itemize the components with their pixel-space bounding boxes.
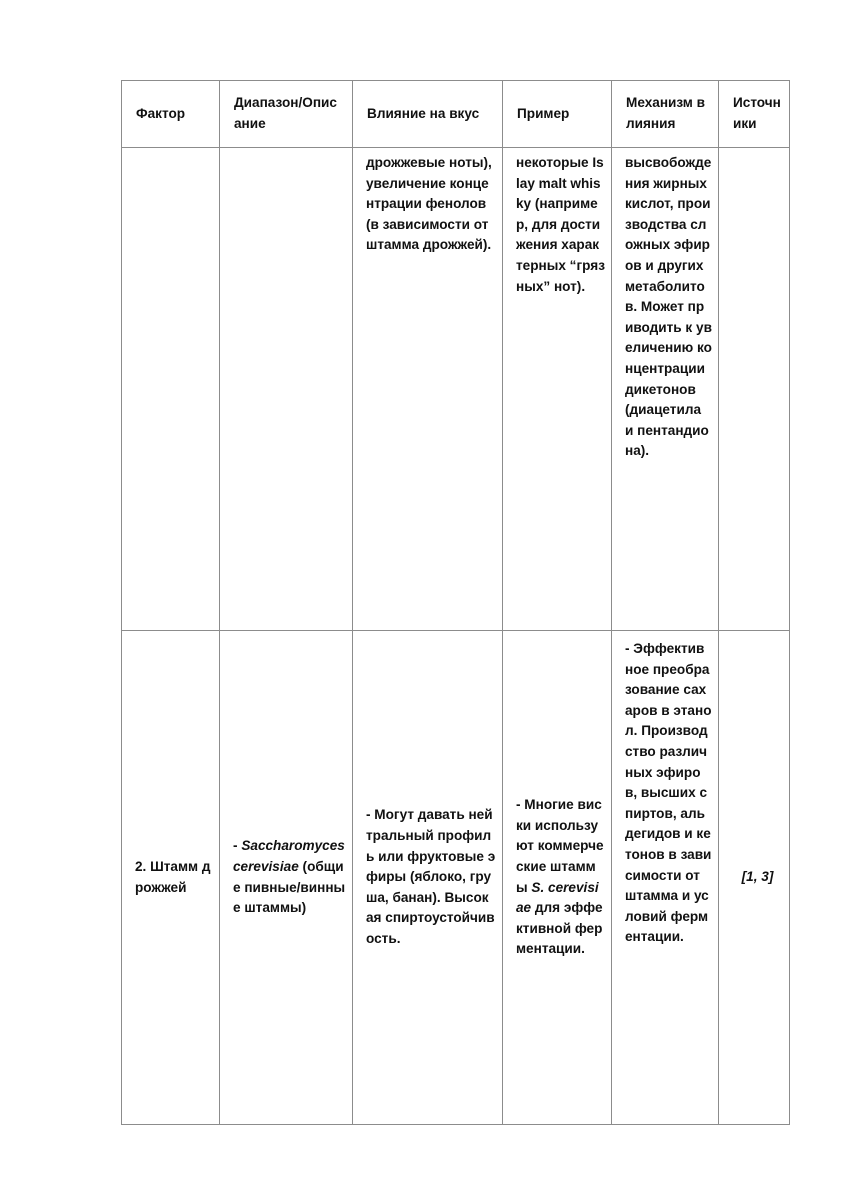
species-abbrev: S. cerevisiae [516, 879, 599, 916]
range-rest: (общие пивные/винные штаммы) [233, 858, 346, 916]
factor-table [121, 80, 790, 1125]
cell-sources [719, 148, 790, 631]
header-range: Диапазон/Описание [220, 81, 353, 148]
header-example: Пример [503, 81, 612, 148]
example-before: - Многие виски используют коммерческие штаммы [516, 797, 604, 895]
cell-range [220, 148, 353, 631]
cell-mechanism: - Эффективное преобразование сахаров в этанол. Производство различных эфиров, высших спиртов, альдегидов и кетонов в зависимости от штамма и условий ферментации. [612, 631, 719, 1125]
table-row [122, 148, 790, 631]
cell-sources: [1, 3] [719, 631, 790, 1125]
table-header-row [122, 81, 790, 148]
cell-factor [122, 148, 220, 631]
species-name: Saccharomyces cerevisiae [233, 838, 345, 874]
range-prefix: - [233, 838, 242, 854]
table-row [122, 631, 790, 1125]
header-factor: Фактор [122, 81, 220, 148]
cell-example: некоторые Islay malt whisky (например, для достижения характерных “грязных” нот). [503, 148, 612, 631]
example-after: для эффективной ферментации. [516, 900, 603, 957]
header-sources: Источники [719, 81, 790, 148]
cell-example [503, 631, 612, 1125]
cell-mechanism: высвобождения жирных кислот, производства сложных эфиров и других метаболитов. Может приводить к увеличению концентрации дикетонов (диацетила и пентандиона). [612, 148, 719, 631]
cell-range [220, 631, 353, 1125]
header-influence: Влияние на вкус [353, 81, 503, 148]
cell-influence: - Могут давать нейтральный профиль или фруктовые эфиры (яблоко, груша, банан). Высокая спиртоустойчивость. [353, 631, 503, 1125]
header-mechanism: Механизм влияния [612, 81, 719, 148]
cell-factor: 2. Штамм дрожжей [122, 631, 220, 1125]
cell-influence: дрожжевые ноты), увеличение концентрации фенолов (в зависимости от штамма дрожжей). [353, 148, 503, 631]
